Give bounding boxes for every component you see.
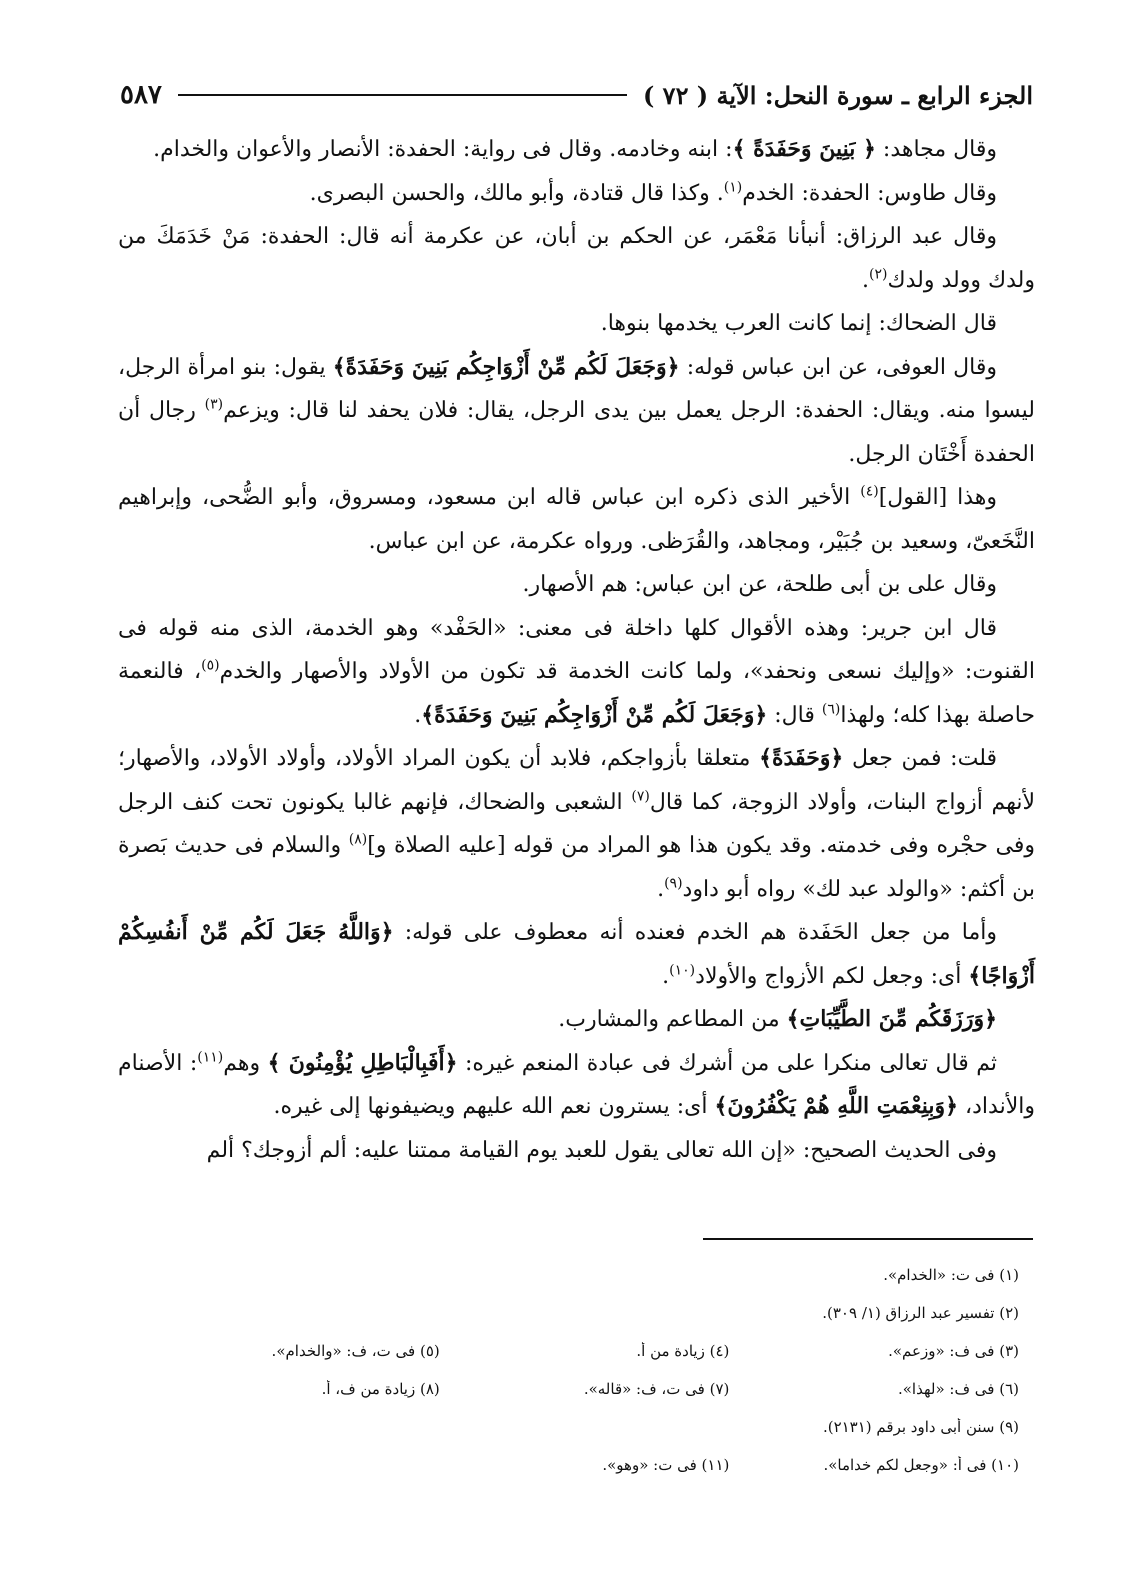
- text-run: وفى الحديث الصحيح: «إن الله تعالى يقول للعبد يوم القيامة ممتنا عليه: ألم أزوجك؟ ألم: [206, 1137, 997, 1163]
- text-run: قلت: فمن جعل: [843, 746, 997, 771]
- text-run: .: [657, 876, 665, 902]
- text-run: يقول: بنو امرأة: [187, 354, 333, 380]
- text-run: ولدك وولد ولدك: [887, 267, 1035, 293]
- text-run: حاصلة بهذا كله؛ ولهذا: [840, 702, 1035, 728]
- text-run: والسلام فى حديث بَصرة بن أكثم: «والولد عبد لك» رواه أبو داود: [118, 833, 1035, 902]
- footnote-row: [150, 1294, 1019, 1332]
- paragraph: [118, 476, 1035, 563]
- footnote: (٤) زيادة من أ.: [636, 1342, 730, 1360]
- footnote-row: [150, 1370, 1019, 1408]
- footnote-ref: (١): [723, 179, 743, 196]
- text-run: وقال مجاهد:: [875, 137, 997, 162]
- paragraph: [118, 737, 1035, 911]
- footnote: (١١) فى ت: «وهو».: [602, 1456, 730, 1474]
- footnote: (١) فى ت: «الخدام».: [883, 1266, 1019, 1284]
- footnote: (٧) فى ت، ف: «قاله».: [583, 1380, 730, 1398]
- text-run: .: [414, 702, 422, 728]
- text-run: :: [189, 1050, 198, 1076]
- footnote-ref: (٢): [869, 266, 888, 283]
- paragraph: [118, 1042, 1035, 1129]
- paragraph: [118, 607, 1035, 738]
- text-run: وقال طاوس: الحفدة: الخدم: [742, 180, 997, 206]
- text-run: قال:: [767, 702, 822, 728]
- footnote-ref: (٥): [201, 657, 220, 674]
- footnote-ref: (٧): [631, 788, 650, 805]
- quran-quote: ﴿ بَنِينَ وَحَفَدَةً ﴾: [732, 136, 876, 162]
- footnote: (٨) زيادة من ف، أ.: [321, 1380, 440, 1398]
- quran-quote: أَزْوَاجًا﴾: [968, 962, 1035, 989]
- footnote-row: [150, 1446, 1019, 1484]
- paragraph: [118, 302, 1035, 346]
- footnote-ref: (٦): [821, 701, 841, 718]
- quran-quote: ﴿وَحَفَدَةً﴾: [759, 745, 844, 771]
- page-number: ٥٨٧: [120, 80, 162, 110]
- footnote-row: [150, 1332, 1019, 1370]
- quran-quote: ﴿وَجَعَلَ لَكُم مِّنْ أَزْوَاجِكُم بَنِينَ وَحَفَدَةً﴾: [332, 353, 680, 380]
- paragraph: [118, 998, 1035, 1042]
- text-run: وقال العوفى، عن ابن عباس قوله:: [679, 354, 997, 380]
- footnote-ref: (١٠): [669, 962, 696, 979]
- paragraph: [118, 215, 1035, 302]
- footnote-ref: (٨): [348, 831, 368, 848]
- footnote: (٣) فى ف: «وزعم».: [888, 1342, 1019, 1360]
- paragraph: [118, 563, 1035, 607]
- text-run: وهذا [القول]: [878, 485, 998, 510]
- text-run: أى: يسترون نعم الله عليهم ويضيفونها إلى غيره.: [273, 1094, 715, 1119]
- text-run: الشعبى والضحاك، فإنهم غالبا يكونون: [281, 789, 632, 815]
- text-run: والأصهار؛ لأنهم أزواج البنات، وأولاد الزوجة، كما قال: [118, 746, 1036, 815]
- text-run: ، فالنعمة: [118, 659, 202, 684]
- footnote: (١٠) فى أ: «وجعل لكم خداما».: [823, 1456, 1019, 1474]
- text-run: تحت كنف الرجل وفى حجْره وفى خدمته. وقد يكون هذا هو المراد من قوله [عليه الصلاة و]: [118, 789, 1036, 858]
- footnote-separator: [703, 1238, 1033, 1240]
- footnote-ref: (١١): [197, 1049, 224, 1066]
- quran-quote: ﴿وَجَعَلَ لَكُم مِّنْ أَزْوَاجِكُم بَنِينَ وَحَفَدَةً﴾: [421, 701, 768, 728]
- text-run: : ابنه وخادمه. وقال فى رواية: الحفدة: الأنصار والأعوان: [236, 137, 733, 162]
- text-run: الأصنام والأنداد،: [118, 1050, 1035, 1119]
- text-run: الرجل، ليسوا منه. ويقال: الحفدة: الرجل يعمل بين يدى الرجل، يقال: فلان يحفد لنا قال:: [118, 354, 1035, 423]
- text-run: من المطاعم والمشارب.: [558, 1007, 787, 1032]
- text-run: رجال أن الحفدة أَخْتَان الرجل.: [118, 398, 1035, 467]
- footnote-ref: (٤): [860, 483, 879, 500]
- footnote: (٦) فى ف: «لهذا».: [897, 1380, 1019, 1398]
- quran-quote: ﴿أَفَبِالْبَاطِلِ يُؤْمِنُونَ ﴾: [267, 1049, 458, 1076]
- text-run: القنوت: «وإليك نسعى ونحفد»، ولما كانت الخدمة قد تكون من الأولاد والأصهار والخدم: [219, 659, 1035, 684]
- text-run: وأما من جعل الحَفَدة هم الخدم فعنده أنه معطوف على قوله:: [393, 920, 997, 945]
- paragraph: [118, 172, 1035, 216]
- header-rule: [178, 94, 627, 96]
- running-title: الجزء الرابع ـ سورة النحل: الآية ( ٧٢ ): [642, 80, 1033, 110]
- text-run: قال الضحاك: إنما كانت العرب يخدمها بنوها.: [600, 311, 997, 336]
- footnotes: [150, 1256, 1019, 1484]
- text-run: وقال على بن أبى طلحة، عن ابن عباس: هم الأصهار.: [522, 572, 997, 597]
- quran-quote: ﴿وَبِنِعْمَتِ اللَّهِ هُمْ يَكْفُرُونَ﴾: [714, 1093, 959, 1119]
- quran-quote: ﴿وَاللَّهُ جَعَلَ لَكُم مِّنْ أَنفُسِكُمْ: [118, 919, 394, 945]
- paragraph: [118, 128, 1035, 172]
- text-run: وهم: [223, 1050, 268, 1076]
- footnote: (٢) تفسير عبد الرزاق (١/ ٣٠٩).: [822, 1304, 1019, 1322]
- paragraph: [118, 346, 1035, 477]
- text-run: ويزعم: [223, 398, 280, 423]
- footnote-row: [150, 1256, 1019, 1294]
- text-run: .: [862, 267, 870, 293]
- text-run: الأخير الذى ذكره ابن عباس قاله ابن مسعود، ومسروق، وأبو الضُّحى،: [201, 485, 861, 510]
- paragraph: [118, 1129, 1035, 1173]
- footnote-row: [150, 1408, 1019, 1446]
- footnote-ref: (٩): [664, 875, 683, 892]
- text-run: أى: وجعل لكم الأزواج والأولاد: [695, 963, 969, 989]
- text-run: وقال عبد الرزاق: أنبأنا مَعْمَر، عن الحكم بن أبان، عن عكرمة أنه قال: الحفدة: مَنْ خَدَمَكَ من: [118, 224, 997, 249]
- paragraph: [118, 911, 1035, 998]
- text-run: .: [662, 963, 670, 989]
- text-run: . وكذا قال قتادة، وأبو مالك، والحسن البصرى.: [309, 180, 724, 206]
- text-run: قال ابن جرير: وهذه الأقوال كلها داخلة فى معنى: «الحَفْد» وهو الخدمة، الذى منه قوله فى: [118, 615, 997, 641]
- footnote: (٥) فى ت، ف: «والخدام».: [271, 1342, 440, 1360]
- main-text: [118, 128, 1035, 1172]
- footnote: (٩) سنن أبى داود برقم (٢١٣١).: [822, 1418, 1019, 1436]
- footnote-ref: (٣): [204, 396, 224, 413]
- text-run: والخدام.: [153, 137, 230, 162]
- quran-quote: ﴿وَرَزَقَكُم مِّنَ الطَّيِّبَاتِ﴾: [786, 1006, 997, 1032]
- text-run: متعلقا بأزواجكم، فلابد أن يكون المراد الأولاد، وأولاد الأولاد،: [209, 746, 760, 771]
- text-run: وإبراهيم النَّخَعىّ، وسعيد بن جُبَيْر، ومجاهد، والقُرَظى. ورواه عكرمة، عن ابن عباس.: [118, 485, 1035, 554]
- page-header: [120, 72, 1033, 118]
- text-run: ثم قال تعالى منكرا على من أشرك فى عبادة المنعم غيره:: [457, 1050, 998, 1076]
